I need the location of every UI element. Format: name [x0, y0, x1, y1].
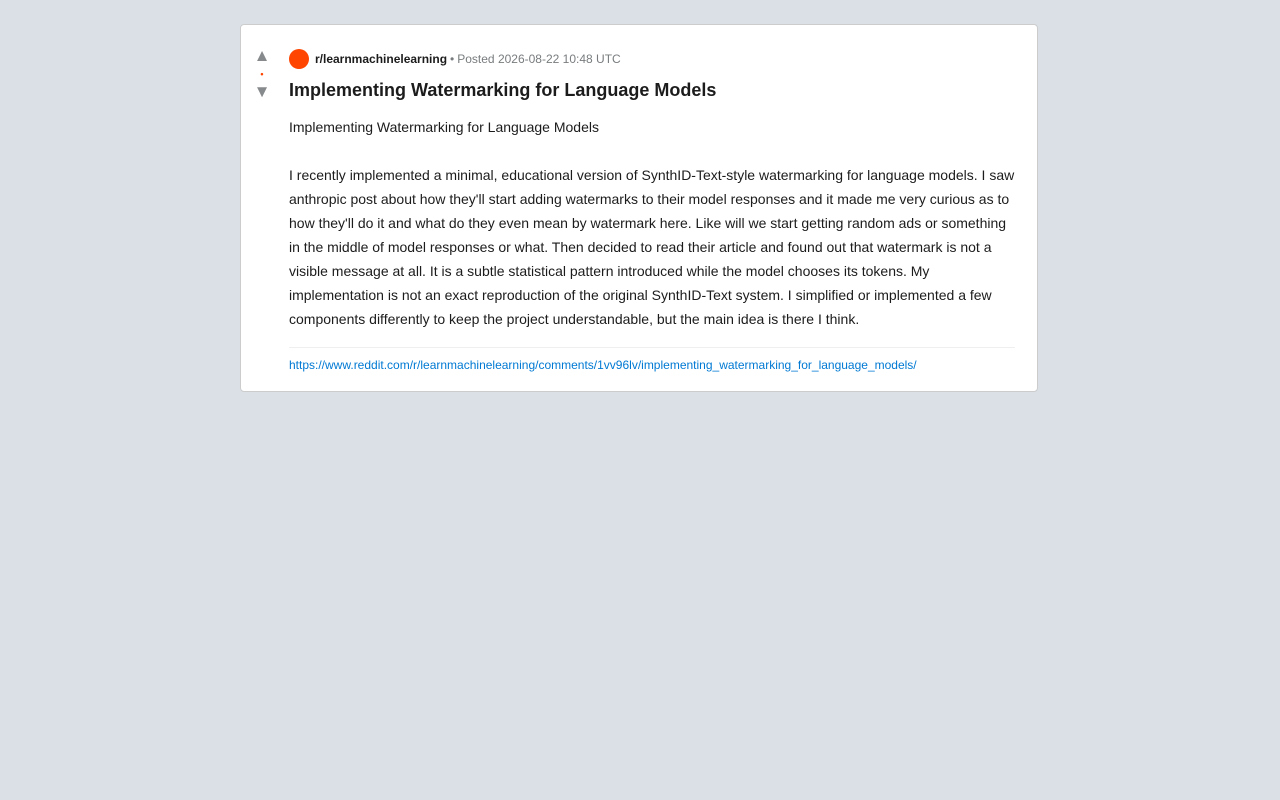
upvote-icon[interactable]: ▲ [253, 46, 271, 65]
post-card [240, 24, 1038, 392]
post-permalink[interactable]: https://www.reddit.com/r/learnmachinelearning/comments/1vv96lv/implementing_watermarking_for_language_models/ [289, 358, 917, 372]
body-paragraph: Implementing Watermarking for Language Models [289, 119, 599, 135]
post-timestamp: Posted 2026-08-22 10:48 UTC [457, 52, 621, 66]
meta-separator: • [450, 52, 455, 66]
downvote-icon[interactable]: ▼ [253, 82, 271, 101]
subreddit-name[interactable]: r/learnmachinelearning [315, 52, 448, 66]
body-paragraph: I recently implemented a minimal, educational version of SynthID-Text-style watermarking for language models. I saw anthropic post about how they'll start adding watermarks to their model responses and it made me very curious as to how they'll do it and what do they even mean by watermark here. Like will we start getting random ads or something in the middle of model responses or what. Then decided to read their article and found out that watermark is not a visible message at all. It is a subtle statistical pattern introduced while the model chooses its tokens. My implementation is not an exact reproduction of the original SynthID-Text system. I simplified or implemented a few components differently to keep the project understandable, but the main idea is there I think. [289, 167, 1015, 327]
post-meta [289, 49, 1015, 69]
divider [289, 347, 1015, 348]
vote-column [241, 47, 283, 101]
post-title[interactable]: Implementing Watermarking for Language Models [289, 80, 717, 100]
vote-score: • [260, 69, 264, 79]
subreddit-avatar-icon[interactable] [289, 49, 309, 69]
post-body [289, 115, 1015, 331]
post-content [289, 49, 1015, 373]
